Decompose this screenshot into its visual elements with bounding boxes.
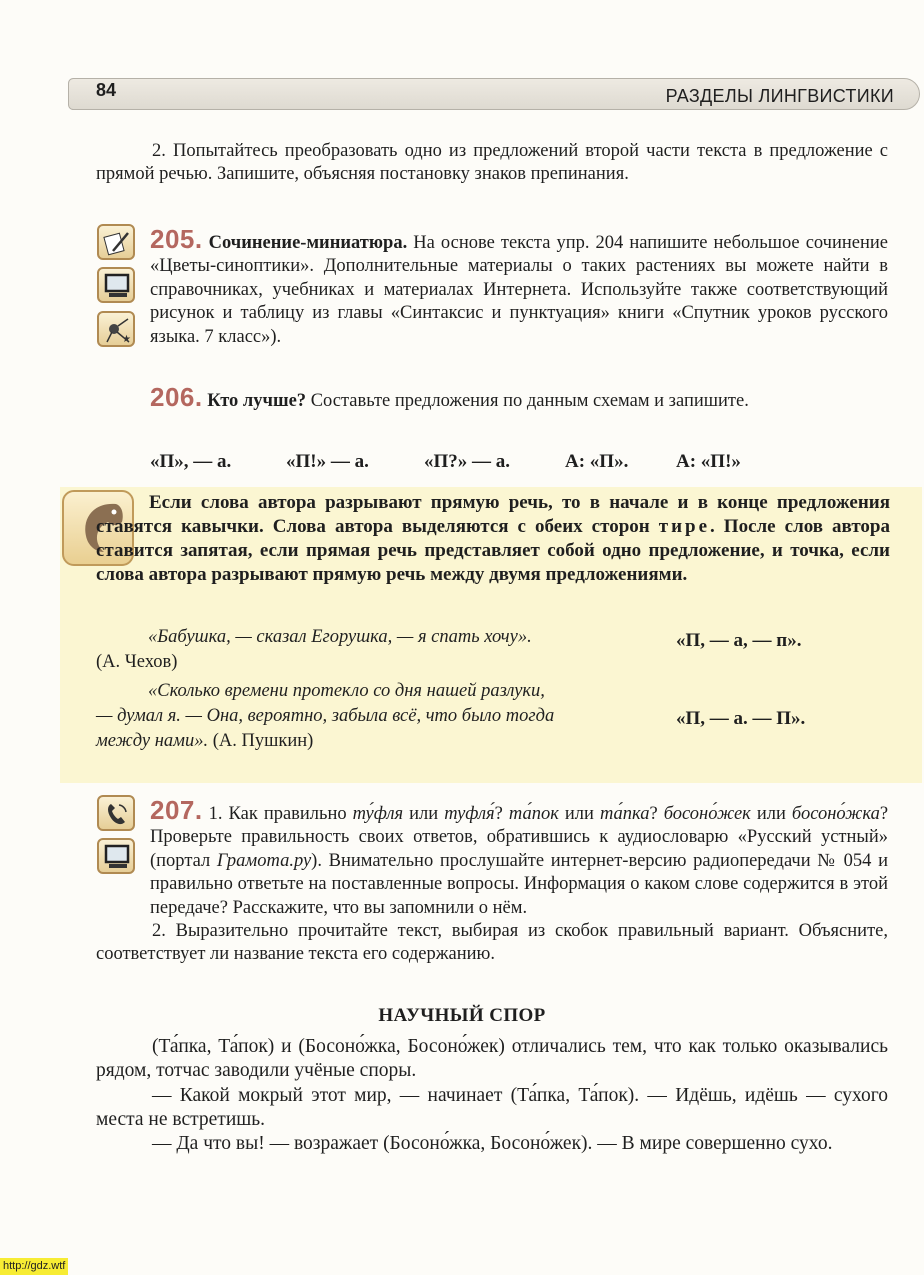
running-head: РАЗДЕЛЫ ЛИНГВИСТИКИ <box>665 86 894 106</box>
example-1-quote: «Бабушка, — сказал Егорушка, — я спать хочу». <box>148 627 532 647</box>
example-2 <box>96 679 556 754</box>
story-paragraph-2: — Какой мокрый этот мир, — начинает (Та́пка, Та́пок). — Идёшь, идёшь — сухого места не встретишь. <box>96 1084 888 1130</box>
exercise-207-text-c: ). Внимательно прослушайте интернет-версию радиопередачи № 054 и правильно ответьте на поставленные вопросы. Информация о каком слове содержится в этой передаче? Расскажите, что вы запомнили о нём. <box>150 850 889 918</box>
rule-text <box>96 491 890 587</box>
example-2-scheme: «П, — а. — П». <box>676 708 806 729</box>
scheme-4: А: «П». <box>565 451 629 472</box>
exercise-207-intro: 1. Как правильно <box>208 804 347 824</box>
word-1: ту́фля <box>352 804 404 824</box>
scheme-1: «П», — а. <box>150 451 232 472</box>
scheme-3: «П?» — а. <box>424 451 511 472</box>
exercise-207-text-b: Проверьте правильность своих ответов, обратившись к аудиословарю «Русский устный» (портал <box>150 827 888 871</box>
example-2-author: (А. Пушкин) <box>212 731 314 751</box>
rule-text-block <box>96 491 890 587</box>
exercise-207-part1: 207. 1. Как правильно ту́фля или туфля́? та́пок или та́пка? босоно́жек или босоно́жка? Проверьте правильность своих ответов, обратившись к аудиословарю «Русский устный» (портал Грамота.ру). Внимательно прослушайте интернет-версию радиопередачи № 054 и правильно ответьте на поставленные вопросы. Информация о каком слове содержится в этой передаче? Расскажите, что вы запомнили о нём. <box>150 795 889 918</box>
watermark: http://gdz.wtf <box>0 1258 68 1275</box>
rule-text-part2: . После слов автора ставится запятая, если прямая речь представляет собой одно предложение, и точка, если слова автора разрывают прямую речь между двумя предложениями. <box>96 516 890 585</box>
exercise-205-number: 205. <box>150 224 203 254</box>
svg-text:★: ★ <box>122 334 131 344</box>
task-2 <box>96 140 888 187</box>
portal-name: Грамота.ру <box>216 850 312 871</box>
story-text <box>96 1035 888 1156</box>
task-2-text: 2. Попытайтесь преобразовать одно из предложений второй части текста в предложение с прямой речью. Запишите, объясняя постановку знаков препинания. <box>96 141 888 185</box>
word-4: та́пка <box>599 804 650 824</box>
computer-icon <box>97 267 135 303</box>
page-number: 84 <box>96 80 117 100</box>
exercise-207 <box>96 795 889 967</box>
exercise-205 <box>150 224 889 349</box>
word-2: туфля́ <box>444 804 495 824</box>
scheme-5: А: «П!» <box>676 451 741 472</box>
example-1-scheme: «П, — а, — п». <box>676 630 802 651</box>
or-3: или <box>756 804 786 824</box>
story-paragraph-1: (Та́пка, Та́пок) и (Босоно́жка, Босоно́жек) отличались тем, что как только оказывались рядом, тотчас заводили учёные споры. <box>96 1036 888 1082</box>
or-1: или <box>409 804 439 824</box>
example-1-author: (А. Чехов) <box>96 652 178 672</box>
word-6: босоно́жка <box>791 804 880 824</box>
exercise-205-text: На основе текста упр. 204 напишите небольшое сочинение «Цветы-синоптики». Дополнительные материалы о таких растениях вы можете найти в справочниках, учебниках и материалах Интернета. Используйте также соответствующий рисунок и таблицу из главы «Синтаксис и пунктуация» книги «Спутник уроков русского языка. 7 класс»). <box>150 233 889 347</box>
exercise-206-text: Составьте предложения по данным схемам и запишите. <box>310 391 749 411</box>
or-2: или <box>564 804 594 824</box>
exercise-206 <box>96 382 888 413</box>
story-heading: НАУЧНЫЙ СПОР <box>378 1005 546 1026</box>
exercise-205-title: Сочинение-миниатюра. <box>208 233 408 253</box>
example-1 <box>96 625 556 675</box>
exercise-207-number: 207. <box>150 795 203 825</box>
satellite-icon <box>97 311 135 347</box>
word-3: та́пок <box>508 804 559 824</box>
pen-paper-icon <box>97 224 135 260</box>
rule-text-part1: Если слова автора разрывают прямую речь, то в начале и в конце предложения ставятся кавычки. Слова автора выделяются с обеих сторон <box>96 492 890 537</box>
rule-spaced-word: тире <box>658 516 711 537</box>
exercise-206-number: 206. <box>150 382 203 412</box>
word-5: босоно́жек <box>663 804 751 824</box>
scheme-2: «П!» — а. <box>286 451 369 472</box>
exercise-206-title: Кто лучше? <box>207 391 307 411</box>
exercise-207-part2: 2. Выразительно прочитайте текст, выбирая из скобок правильный вариант. Объясните, соответствует ли название текста его содержанию. <box>96 921 888 965</box>
example-2-quote: «Сколько времени протекло со дня нашей разлуки, — думал я. — Она, вероятно, забыла всё, что было тогда между нами». <box>96 681 555 751</box>
story-paragraph-3: — Да что вы! — возражает (Босоно́жка, Босоно́жек). — В мире совершенно сухо. <box>152 1133 833 1155</box>
